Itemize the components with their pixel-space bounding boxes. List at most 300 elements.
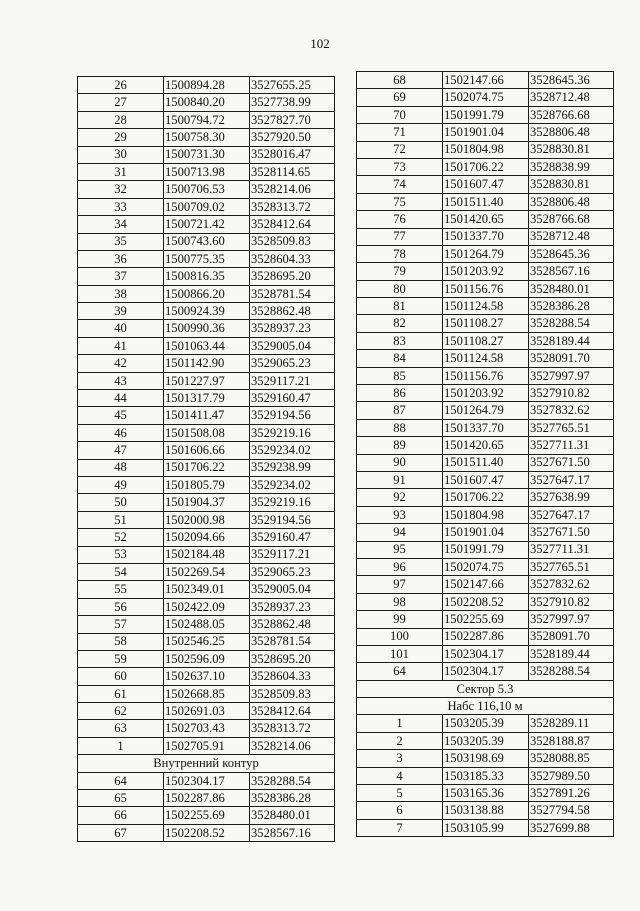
x-coordinate: 1503185.33 [443,767,529,784]
y-coordinate: 3528214.06 [250,181,335,198]
y-coordinate: 3528645.36 [529,72,614,89]
coordinate-row [357,89,614,106]
x-coordinate: 1501337.70 [443,419,529,436]
point-number: 43 [78,372,164,389]
coordinate-row [357,124,614,141]
y-coordinate: 3527711.31 [529,541,614,558]
coordinate-row [357,454,614,471]
section-heading: Внутренний контур [78,755,335,772]
x-coordinate: 1502488.05 [164,616,250,633]
point-number: 92 [357,489,443,506]
point-number: 87 [357,402,443,419]
y-coordinate: 3527765.51 [529,558,614,575]
y-coordinate: 3528830.81 [529,141,614,158]
point-number: 32 [78,181,164,198]
x-coordinate: 1501511.40 [443,454,529,471]
x-coordinate: 1500840.20 [164,94,250,111]
point-number: 44 [78,390,164,407]
x-coordinate: 1501508.08 [164,424,250,441]
y-coordinate: 3528937.23 [250,598,335,615]
coordinate-row [78,563,335,580]
point-number: 64 [78,772,164,789]
y-coordinate: 3528862.48 [250,303,335,320]
point-number: 47 [78,442,164,459]
point-number: 82 [357,315,443,332]
y-coordinate: 3528386.28 [529,298,614,315]
x-coordinate: 1501337.70 [443,228,529,245]
coordinate-row [78,407,335,424]
x-coordinate: 1502304.17 [443,663,529,680]
point-number: 4 [357,767,443,784]
coordinate-row [78,216,335,233]
y-coordinate: 3528214.06 [250,737,335,754]
coordinate-row [78,459,335,476]
coordinate-row [78,268,335,285]
point-number: 5 [357,785,443,802]
y-coordinate: 3529065.23 [250,355,335,372]
x-coordinate: 1501203.92 [443,263,529,280]
y-coordinate: 3527765.51 [529,419,614,436]
y-coordinate: 3528016.47 [250,146,335,163]
point-number: 91 [357,471,443,488]
x-coordinate: 1502184.48 [164,546,250,563]
y-coordinate: 3527997.97 [529,611,614,628]
y-coordinate: 3528114.65 [250,163,335,180]
y-coordinate: 3527989.50 [529,767,614,784]
point-number: 49 [78,476,164,493]
point-number: 33 [78,198,164,215]
point-number: 97 [357,576,443,593]
x-coordinate: 1502269.54 [164,563,250,580]
point-number: 52 [78,529,164,546]
coordinate-row [357,228,614,245]
coordinate-row [78,442,335,459]
coordinate-row [78,511,335,528]
coordinate-row [78,285,335,302]
point-number: 86 [357,385,443,402]
point-number: 50 [78,494,164,511]
x-coordinate: 1501420.65 [443,437,529,454]
x-coordinate: 1502637.10 [164,668,250,685]
y-coordinate: 3529005.04 [250,337,335,354]
coordinate-row [78,198,335,215]
coordinate-row [357,506,614,523]
coordinate-row [78,633,335,650]
point-number: 84 [357,350,443,367]
point-number: 81 [357,298,443,315]
coordinate-row [357,524,614,541]
coordinate-row [357,211,614,228]
point-number: 93 [357,506,443,523]
x-coordinate: 1501607.47 [443,176,529,193]
x-coordinate: 1500924.39 [164,303,250,320]
x-coordinate: 1503198.69 [443,750,529,767]
x-coordinate: 1501264.79 [443,402,529,419]
coordinate-row [78,824,335,841]
coordinate-row [357,732,614,749]
x-coordinate: 1502094.66 [164,529,250,546]
x-coordinate: 1502000.98 [164,511,250,528]
x-coordinate: 1502074.75 [443,89,529,106]
point-number: 83 [357,332,443,349]
coordinate-row [78,494,335,511]
point-number: 46 [78,424,164,441]
coordinate-row [357,785,614,802]
x-coordinate: 1501264.79 [443,245,529,262]
coordinate-row [357,385,614,402]
y-coordinate: 3529219.16 [250,424,335,441]
x-coordinate: 1503105.99 [443,819,529,836]
coordinate-row [357,350,614,367]
point-number: 28 [78,111,164,128]
y-coordinate: 3528695.20 [250,650,335,667]
y-coordinate: 3528695.20 [250,268,335,285]
point-number: 85 [357,367,443,384]
coordinate-row [357,72,614,89]
x-coordinate: 1503165.36 [443,785,529,802]
coordinate-row [78,807,335,824]
coordinate-row [357,280,614,297]
y-coordinate: 3528509.83 [250,685,335,702]
x-coordinate: 1502287.86 [443,628,529,645]
point-number: 53 [78,546,164,563]
x-coordinate: 1500775.35 [164,250,250,267]
point-number: 99 [357,611,443,628]
x-coordinate: 1500721.42 [164,216,250,233]
x-coordinate: 1502546.25 [164,633,250,650]
y-coordinate: 3528509.83 [250,233,335,250]
coordinate-row [357,245,614,262]
y-coordinate: 3528838.99 [529,158,614,175]
y-coordinate: 3527671.50 [529,454,614,471]
y-coordinate: 3528937.23 [250,320,335,337]
y-coordinate: 3527997.97 [529,367,614,384]
y-coordinate: 3528480.01 [250,807,335,824]
y-coordinate: 3528091.70 [529,628,614,645]
x-coordinate: 1500990.36 [164,320,250,337]
coordinate-row [78,77,335,94]
y-coordinate: 3528781.54 [250,633,335,650]
coordinate-row [78,703,335,720]
x-coordinate: 1502147.66 [443,576,529,593]
coordinate-row [78,650,335,667]
point-number: 74 [357,176,443,193]
coordinate-row [357,419,614,436]
y-coordinate: 3528806.48 [529,193,614,210]
x-coordinate: 1500713.98 [164,163,250,180]
point-number: 39 [78,303,164,320]
x-coordinate: 1501124.58 [443,350,529,367]
point-number: 30 [78,146,164,163]
y-coordinate: 3529005.04 [250,581,335,598]
point-number: 51 [78,511,164,528]
y-coordinate: 3529160.47 [250,529,335,546]
y-coordinate: 3528766.68 [529,106,614,123]
y-coordinate: 3529160.47 [250,390,335,407]
point-number: 58 [78,633,164,650]
y-coordinate: 3528288.54 [250,772,335,789]
coordinate-row [357,141,614,158]
coordinate-row [357,767,614,784]
x-coordinate: 1501317.79 [164,390,250,407]
coordinate-row [357,750,614,767]
point-number: 80 [357,280,443,297]
y-coordinate: 3528567.16 [250,824,335,841]
x-coordinate: 1502422.09 [164,598,250,615]
coordinate-row [357,437,614,454]
coordinate-row [78,320,335,337]
point-number: 100 [357,628,443,645]
x-coordinate: 1501904.37 [164,494,250,511]
coordinate-row [78,233,335,250]
coordinate-row [78,581,335,598]
x-coordinate: 1502703.43 [164,720,250,737]
x-coordinate: 1502287.86 [164,790,250,807]
coordinate-row [357,541,614,558]
section-heading-row [357,680,614,697]
y-coordinate: 3528412.64 [250,703,335,720]
x-coordinate: 1503205.39 [443,732,529,749]
coordinate-row [357,819,614,836]
point-number: 36 [78,250,164,267]
y-coordinate: 3527647.17 [529,506,614,523]
y-coordinate: 3527827.70 [250,111,335,128]
y-coordinate: 3528712.48 [529,89,614,106]
coordinate-row [78,146,335,163]
x-coordinate: 1501901.04 [443,524,529,541]
x-coordinate: 1501108.27 [443,315,529,332]
y-coordinate: 3528288.54 [529,315,614,332]
coordinates-table-right [356,71,614,837]
y-coordinate: 3528862.48 [250,616,335,633]
x-coordinate: 1502596.09 [164,650,250,667]
y-coordinate: 3528766.68 [529,211,614,228]
y-coordinate: 3528313.72 [250,720,335,737]
coordinate-row [357,593,614,610]
coordinate-row [78,424,335,441]
x-coordinate: 1502255.69 [443,611,529,628]
x-coordinate: 1501124.58 [443,298,529,315]
y-coordinate: 3527671.50 [529,524,614,541]
point-number: 73 [357,158,443,175]
coordinate-row [78,337,335,354]
x-coordinate: 1501901.04 [443,124,529,141]
x-coordinate: 1500706.53 [164,181,250,198]
point-number: 76 [357,211,443,228]
y-coordinate: 3529194.56 [250,407,335,424]
x-coordinate: 1502255.69 [164,807,250,824]
coordinate-row [357,315,614,332]
point-number: 55 [78,581,164,598]
x-coordinate: 1500866.20 [164,285,250,302]
y-coordinate: 3527711.31 [529,437,614,454]
x-coordinate: 1502304.17 [164,772,250,789]
point-number: 26 [78,77,164,94]
y-coordinate: 3528288.54 [529,663,614,680]
x-coordinate: 1502705.91 [164,737,250,754]
x-coordinate: 1502147.66 [443,72,529,89]
x-coordinate: 1501142.90 [164,355,250,372]
coordinate-row [357,576,614,593]
point-number: 94 [357,524,443,541]
coordinate-row [357,715,614,732]
coordinate-row [78,737,335,754]
point-number: 37 [78,268,164,285]
y-coordinate: 3529194.56 [250,511,335,528]
point-number: 78 [357,245,443,262]
y-coordinate: 3528645.36 [529,245,614,262]
point-number: 95 [357,541,443,558]
y-coordinate: 3527920.50 [250,129,335,146]
point-number: 59 [78,650,164,667]
page-number: 102 [310,36,330,51]
y-coordinate: 3529219.16 [250,494,335,511]
x-coordinate: 1502668.85 [164,685,250,702]
point-number: 68 [357,72,443,89]
x-coordinate: 1502208.52 [164,824,250,841]
point-number: 31 [78,163,164,180]
y-coordinate: 3527794.58 [529,802,614,819]
point-number: 54 [78,563,164,580]
point-number: 70 [357,106,443,123]
coordinate-row [78,685,335,702]
x-coordinate: 1502208.52 [443,593,529,610]
coordinate-row [78,546,335,563]
coordinate-row [78,250,335,267]
y-coordinate: 3527638.99 [529,489,614,506]
x-coordinate: 1501227.97 [164,372,250,389]
x-coordinate: 1503205.39 [443,715,529,732]
y-coordinate: 3528088.85 [529,750,614,767]
coordinate-row [78,772,335,789]
x-coordinate: 1500709.02 [164,198,250,215]
y-coordinate: 3527832.62 [529,576,614,593]
section-heading-row [78,755,335,772]
x-coordinate: 1501420.65 [443,211,529,228]
y-coordinate: 3528091.70 [529,350,614,367]
y-coordinate: 3528189.44 [529,332,614,349]
point-number: 72 [357,141,443,158]
x-coordinate: 1501606.66 [164,442,250,459]
point-number: 62 [78,703,164,720]
point-number: 40 [78,320,164,337]
coordinate-row [78,529,335,546]
point-number: 69 [357,89,443,106]
y-coordinate: 3529234.02 [250,442,335,459]
x-coordinate: 1501706.22 [443,158,529,175]
point-number: 75 [357,193,443,210]
coordinate-row [357,802,614,819]
y-coordinate: 3527832.62 [529,402,614,419]
y-coordinate: 3528806.48 [529,124,614,141]
point-number: 57 [78,616,164,633]
x-coordinate: 1502074.75 [443,558,529,575]
x-coordinate: 1501156.76 [443,280,529,297]
x-coordinate: 1501706.22 [443,489,529,506]
coordinates-table-left [77,76,335,842]
coordinate-row [78,129,335,146]
section-heading: Набс 116,10 м [357,698,614,715]
x-coordinate: 1501706.22 [164,459,250,476]
y-coordinate: 3529234.02 [250,476,335,493]
coordinate-row [78,598,335,615]
point-number: 48 [78,459,164,476]
coordinate-row [357,558,614,575]
coordinate-row [357,645,614,662]
y-coordinate: 3529238.99 [250,459,335,476]
y-coordinate: 3528189.44 [529,645,614,662]
coordinate-row [357,663,614,680]
coordinate-row [357,471,614,488]
y-coordinate: 3527910.82 [529,593,614,610]
coordinate-row [78,163,335,180]
x-coordinate: 1501156.76 [443,367,529,384]
x-coordinate: 1502349.01 [164,581,250,598]
coordinate-row [357,489,614,506]
point-number: 3 [357,750,443,767]
point-number: 1 [78,737,164,754]
section-heading-row [357,698,614,715]
y-coordinate: 3528712.48 [529,228,614,245]
point-number: 66 [78,807,164,824]
y-coordinate: 3528604.33 [250,668,335,685]
coordinate-row [357,158,614,175]
point-number: 77 [357,228,443,245]
coordinate-row [357,106,614,123]
y-coordinate: 3528480.01 [529,280,614,297]
point-number: 67 [78,824,164,841]
coordinate-row [78,720,335,737]
coordinate-row [357,176,614,193]
x-coordinate: 1500758.30 [164,129,250,146]
point-number: 35 [78,233,164,250]
coordinate-row [78,303,335,320]
coordinate-row [78,390,335,407]
coordinate-row [78,668,335,685]
y-coordinate: 3528386.28 [250,790,335,807]
x-coordinate: 1500743.60 [164,233,250,250]
x-coordinate: 1501991.79 [443,541,529,558]
y-coordinate: 3528830.81 [529,176,614,193]
coordinate-row [357,332,614,349]
y-coordinate: 3527655.25 [250,77,335,94]
y-coordinate: 3528781.54 [250,285,335,302]
x-coordinate: 1501804.98 [443,506,529,523]
coordinate-row [78,616,335,633]
y-coordinate: 3529117.21 [250,372,335,389]
point-number: 79 [357,263,443,280]
point-number: 34 [78,216,164,233]
x-coordinate: 1500731.30 [164,146,250,163]
x-coordinate: 1500894.28 [164,77,250,94]
point-number: 38 [78,285,164,302]
coordinate-row [78,94,335,111]
coordinate-row [357,402,614,419]
point-number: 101 [357,645,443,662]
point-number: 71 [357,124,443,141]
x-coordinate: 1501805.79 [164,476,250,493]
coordinate-row [357,367,614,384]
coordinate-row [357,263,614,280]
coordinate-row [78,355,335,372]
point-number: 56 [78,598,164,615]
point-number: 65 [78,790,164,807]
point-number: 2 [357,732,443,749]
y-coordinate: 3528604.33 [250,250,335,267]
x-coordinate: 1502304.17 [443,645,529,662]
y-coordinate: 3527910.82 [529,385,614,402]
x-coordinate: 1501203.92 [443,385,529,402]
